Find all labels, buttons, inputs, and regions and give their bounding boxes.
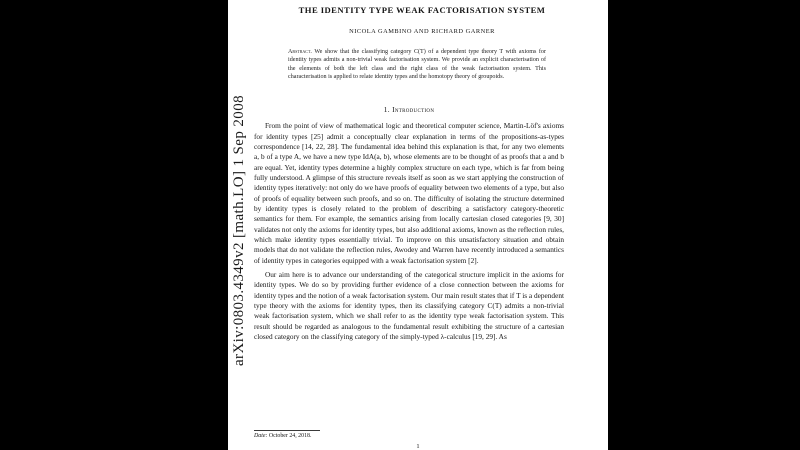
abstract-text: We show that the classifying category C(T) of a dependent type theory T with axioms for identity types admits a non-trivial weak factorisation system. We provide an explicit characterisation of the elements of both the left class and the right class of the weak factorisation system. This characterisation is applied to relate identity types and the homotopy theory of groupoids. [288, 49, 546, 80]
date-value: October 24, 2018. [268, 433, 312, 439]
section-heading [254, 105, 564, 114]
date-footnote [254, 428, 564, 440]
footnote-rule [254, 430, 320, 431]
paper-authors: NICOLA GAMBINO AND RICHARD GARNER [349, 28, 495, 35]
paper-page [228, 0, 608, 450]
body-paragraph-2: Our aim here is to advance our understanding of the categorical structure implicit in the axioms for identity types. We do so by providing further evidence of a close connection between the axioms for identity types and the notion of a weak factorisation system. Our main result states that if T is a dependent type theory with the axioms for identity types, then its classifying category C(T) admits a non-trivial weak factorisation system, which we shall refer to as the identity type weak factorisation system. This result should be regarded as analogous to the fundamental result exhibiting the structure of a cartesian closed category on the classifying category of the simply-typed λ-calculus [19, 29]. As [254, 270, 564, 342]
section-number: 1. [383, 105, 390, 115]
page-number: 1 [416, 443, 420, 450]
abstract-block [288, 48, 546, 81]
arxiv-identifier-stamp: arXiv:0803.4349v2 [math.LO] 1 Sep 2008 [231, 95, 247, 366]
paper-title: THE IDENTITY TYPE WEAK FACTORISATION SYSTEM [298, 5, 546, 15]
section-title: Introduction [392, 105, 435, 115]
date-label: Date: [254, 433, 268, 439]
body-paragraph-1: From the point of view of mathematical logic and theoretical computer science, Martin-Löf's axioms for identity types [25] admit a conceptually clear explanation in terms of the propositions-as-types correspondence [14, 22, 28]. The fundamental idea behind this explanation is that, for any two elements a, b of a type A, we have a new type IdA(a, b), whose elements are to be thought of as proofs that a and b are equal. Yet, identity types determine a highly complex structure on each type, which is far from being fully understood. A glimpse of this structure reveals itself as soon as we start applying the construction of identity types iteratively: not only do we have proofs of equality between two elements of a type, but also of proofs of equality between such proofs, and so on. The difficulty of isolating the structure determined by identity types is closely related to the problem of describing a satisfactory category-theoretic semantics for them. For example, the semantics arising from locally cartesian closed categories [9, 30] validates not only the axioms for identity types, but also additional axioms, known as the reflection rules, which make identity types essentially trivial. To improve on this unsatisfactory situation and obtain models that do not validate the reflection rules, Awodey and Warren have recently introduced a semantics of identity types in categories equipped with a weak factorisation system [2]. [254, 121, 564, 265]
abstract-label: Abstract. [288, 49, 312, 55]
